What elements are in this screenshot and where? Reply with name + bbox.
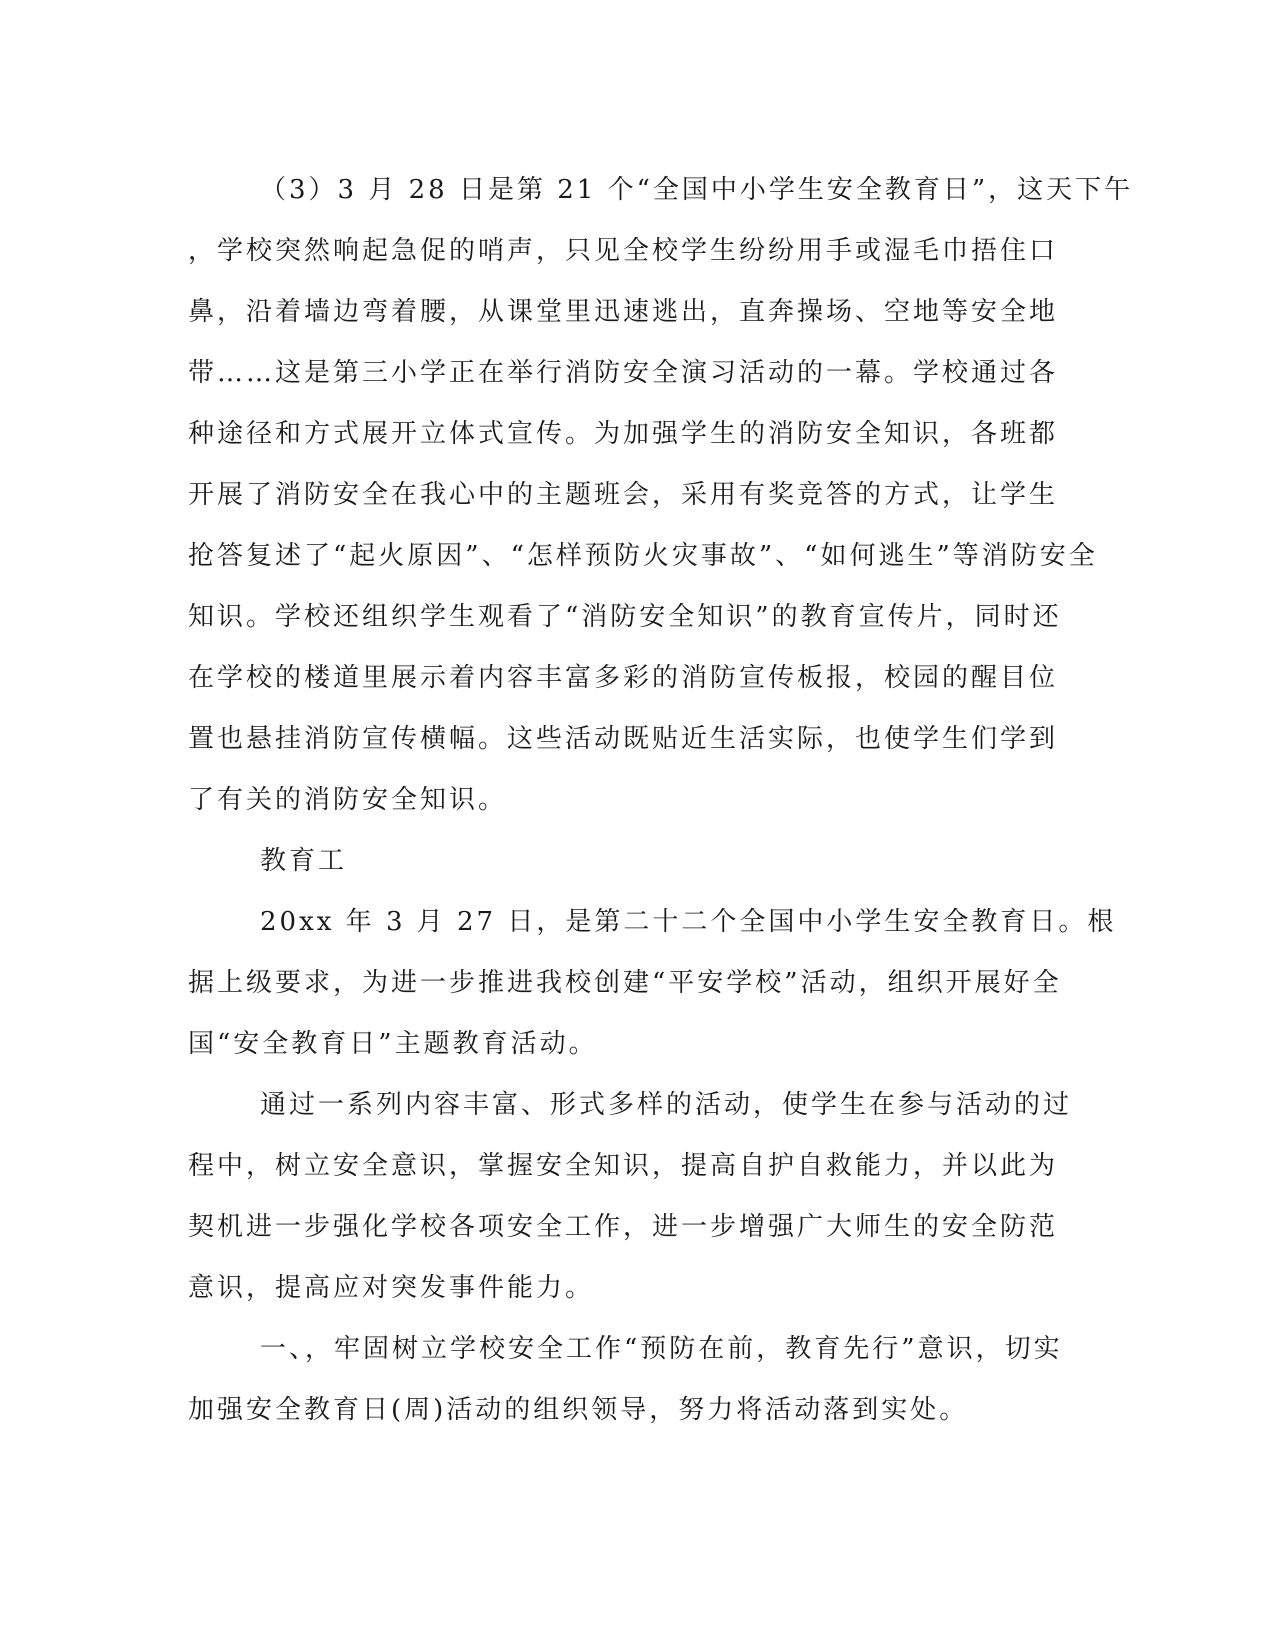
- text-line: 国“安全教育日”主题教育活动。: [188, 1029, 598, 1059]
- text-line: 知识。学校还组织学生观看了“消防安全知识”的教育宣传片，同时还: [188, 602, 1062, 632]
- text-line: 20xx 年 3 月 27 日，是第二十二个全国中小学生安全教育日。根: [260, 907, 1117, 937]
- text-line: （3）3 月 28 日是第 21 个“全国中小学生安全教育日”，这天下午: [260, 175, 1134, 205]
- paragraph-fire-drill: [188, 160, 1134, 831]
- text-line: 加强安全教育日(周)活动的组织领导，努力将活动落到实处。: [188, 1395, 969, 1425]
- text-line: 意识，提高应对突发事件能力。: [188, 1273, 595, 1303]
- text-line: 开展了消防安全在我心中的主题班会，采用有奖竞答的方式，让学生: [188, 480, 1059, 510]
- text-line: 契机进一步强化学校各项安全工作，进一步增强广大师生的安全防范: [188, 1212, 1059, 1242]
- paragraph-goals: [188, 1075, 1073, 1319]
- text-line: ，学校突然响起急促的哨声，只见全校学生纷纷用手或湿毛巾捂住口: [188, 236, 1059, 266]
- text-line: 置也悬挂消防宣传横幅。这些活动既贴近生活实际，也使学生们学到: [188, 724, 1059, 754]
- text-line: 鼻，沿着墙边弯着腰，从课堂里迅速逃出，直奔操场、空地等安全地: [188, 297, 1059, 327]
- paragraph-section-one: [188, 1319, 1068, 1441]
- text-line: 抢答复述了“起火原因”、“怎样预防火灾事故”、“如何逃生”等消防安全: [188, 541, 1098, 571]
- text-line: 了有关的消防安全知识。: [188, 785, 508, 815]
- section-heading-education: [188, 831, 1068, 892]
- text-line: 据上级要求，为进一步推进我校创建“平安学校”活动，组织开展好全: [188, 968, 1062, 998]
- text-line: 带……这是第三小学正在举行消防安全演习活动的一幕。学校通过各: [188, 358, 1059, 388]
- heading-line: 教育工: [260, 846, 348, 876]
- text-line: 通过一系列内容丰富、形式多样的活动，使学生在参与活动的过: [260, 1090, 1073, 1120]
- text-line: 在学校的楼道里展示着内容丰富多彩的消防宣传板报，校园的醒目位: [188, 663, 1059, 693]
- paragraph-education-day: [188, 892, 1117, 1075]
- document-body: [188, 160, 1134, 1441]
- text-line: 一、，牢固树立学校安全工作“预防在前，教育先行”意识，切实: [260, 1334, 1063, 1364]
- text-line: 程中，树立安全意识，掌握安全知识，提高自护自救能力，并以此为: [188, 1151, 1059, 1181]
- text-line: 种途径和方式展开立体式宣传。为加强学生的消防安全知识，各班都: [188, 419, 1059, 449]
